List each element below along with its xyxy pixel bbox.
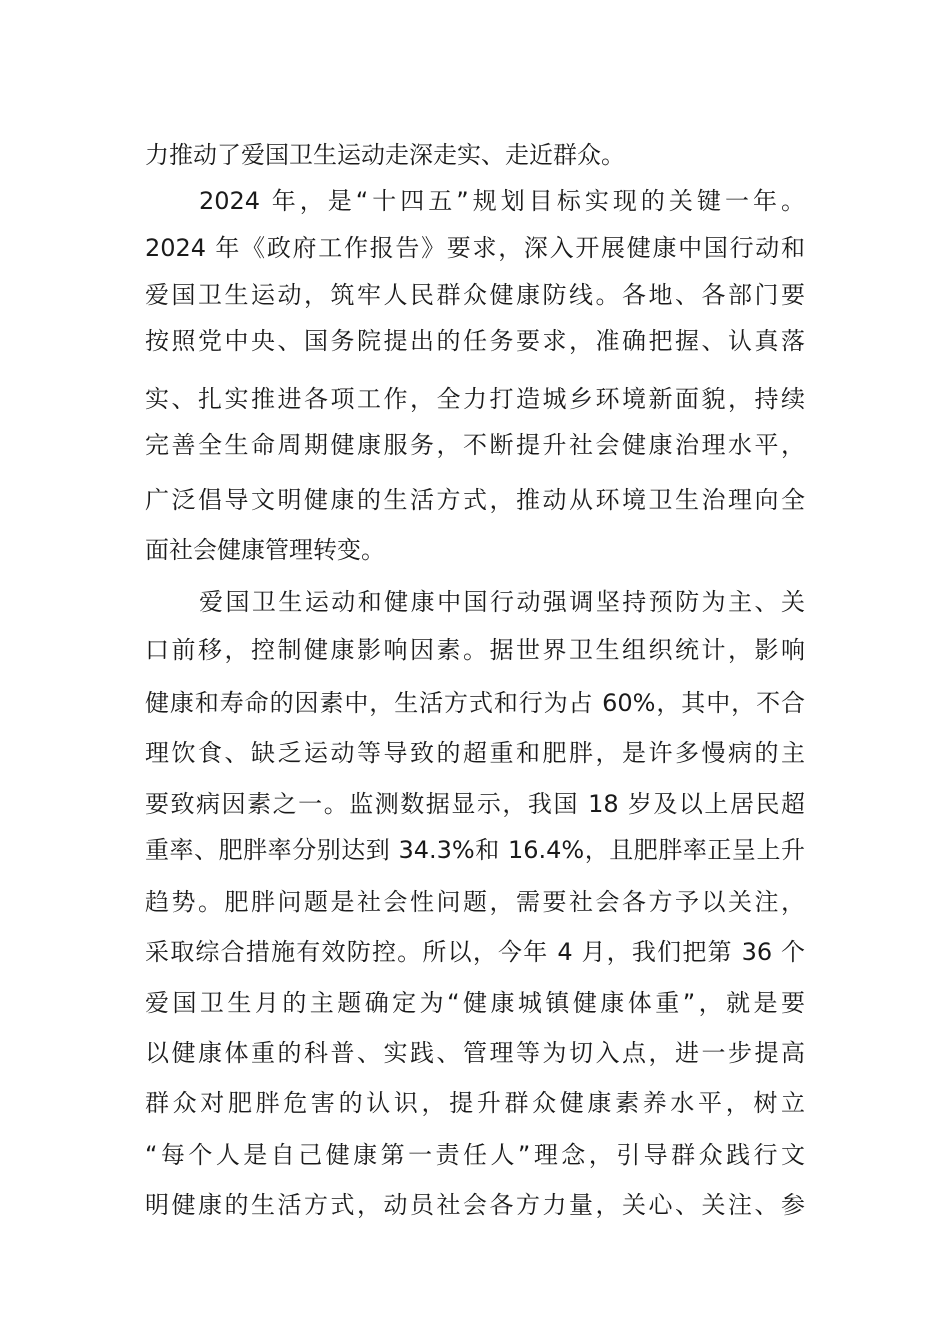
paragraph-start-line: 2024 年，是“十四五”规划目标实现的关键一年。: [199, 187, 805, 215]
text-line: 广泛倡导文明健康的生活方式，推动从环境卫生治理向全: [145, 486, 805, 514]
text-line: 爱国卫生运动，筑牢人民群众健康防线。各地、各部门要: [145, 281, 805, 309]
text-line: 力推动了爱国卫生运动走深走实、走近群众。: [145, 141, 625, 169]
text-line: 趋势。肥胖问题是社会性问题，需要社会各方予以关注，: [145, 888, 805, 916]
text-line: 要致病因素之一。监测数据显示，我国 18 岁及以上居民超: [145, 790, 805, 818]
text-line: 理饮食、缺乏运动等导致的超重和肥胖，是许多慢病的主: [145, 739, 805, 767]
text-line: “每个人是自己健康第一责任人”理念，引导群众践行文: [145, 1141, 805, 1169]
text-line: 采取综合措施有效防控。所以，今年 4 月，我们把第 36 个: [145, 938, 805, 966]
paragraph-start-line: 爱国卫生运动和健康中国行动强调坚持预防为主、关: [199, 588, 805, 616]
text-line: 群众对肥胖危害的认识，提升群众健康素养水平，树立: [145, 1089, 805, 1117]
text-line: 按照党中央、国务院提出的任务要求，准确把握、认真落: [145, 327, 805, 355]
text-line: 口前移，控制健康影响因素。据世界卫生组织统计，影响: [145, 636, 805, 664]
text-line: 实、扎实推进各项工作，全力打造城乡环境新面貌，持续: [145, 385, 805, 413]
text-line: 以健康体重的科普、实践、管理等为切入点，进一步提高: [145, 1039, 805, 1067]
text-line: 重率、肥胖率分别达到 34.3%和 16.4%，且肥胖率正呈上升: [145, 836, 805, 864]
text-line: 明健康的生活方式，动员社会各方力量，关心、关注、参: [145, 1191, 805, 1219]
text-line: 完善全生命周期健康服务，不断提升社会健康治理水平，: [145, 431, 805, 459]
text-line: 面社会健康管理转变。: [145, 536, 385, 564]
text-line: 健康和寿命的因素中，生活方式和行为占 60%，其中，不合: [145, 689, 805, 717]
text-line: 爱国卫生月的主题确定为“健康城镇健康体重”，就是要: [145, 989, 805, 1017]
text-line: 2024 年《政府工作报告》要求，深入开展健康中国行动和: [145, 234, 805, 262]
